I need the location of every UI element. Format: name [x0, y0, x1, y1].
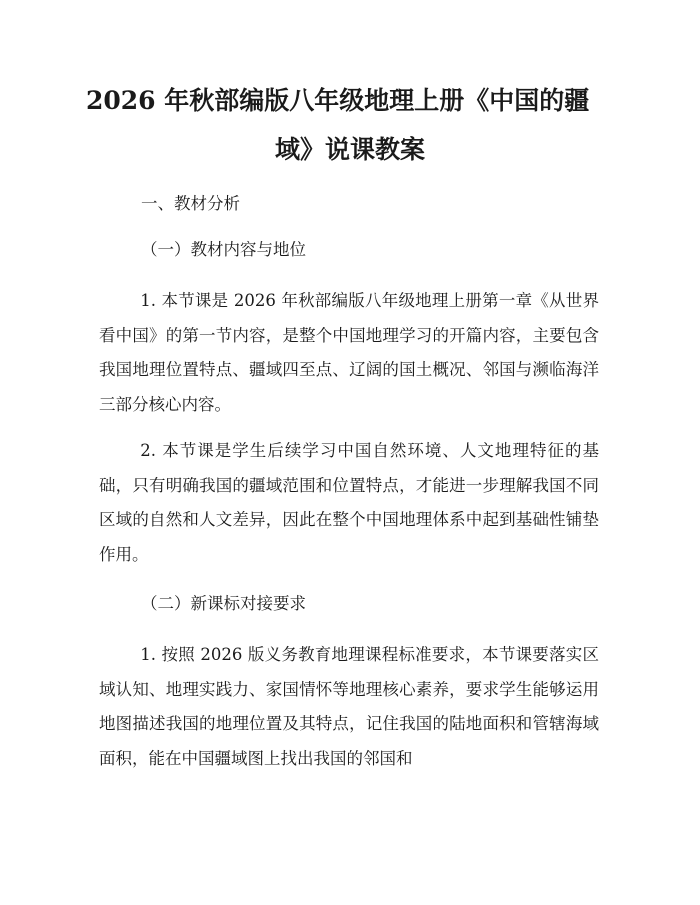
paragraph-1: 1. 本节课是 2026 年秋部编版八年级地理上册第一章《从世界看中国》的第一节内容，是整个中国地理学习的开篇内容，主要包含我国地理位置特点、疆域四至点、辽阔的国土概况、邻国与濒临海洋三部分核心内容。: [99, 291, 599, 414]
paragraph-2: 2. 本节课是学生后续学习中国自然环境、人文地理特征的基础，只有明确我国的疆域范围和位置特点，才能进一步理解我国不同区域的自然和人文差异，因此在整个中国地理体系中起到基础性铺垫作用。: [99, 441, 599, 564]
section-heading-textbook-analysis: 一、教材分析: [141, 194, 240, 213]
paragraph-3: 1. 按照 2026 版义务教育地理课程标准要求，本节课要落实区域认知、地理实践力、家国情怀等地理核心素养，要求学生能够运用地图描述我国的地理位置及其特点，记住我国的陆地面积和管辖海域面积，能在中国疆域图上找出我国的邻国和: [99, 645, 599, 768]
document-title-line-2: 域》说课教案: [274, 135, 425, 164]
subsection-heading-curriculum-standards: （二）新课标对接要求: [141, 594, 306, 613]
document-title-line-1: 2026 年秋部编版八年级地理上册《中国的疆: [86, 86, 590, 115]
subsection-heading-content-position: （一）教材内容与地位: [141, 240, 306, 259]
